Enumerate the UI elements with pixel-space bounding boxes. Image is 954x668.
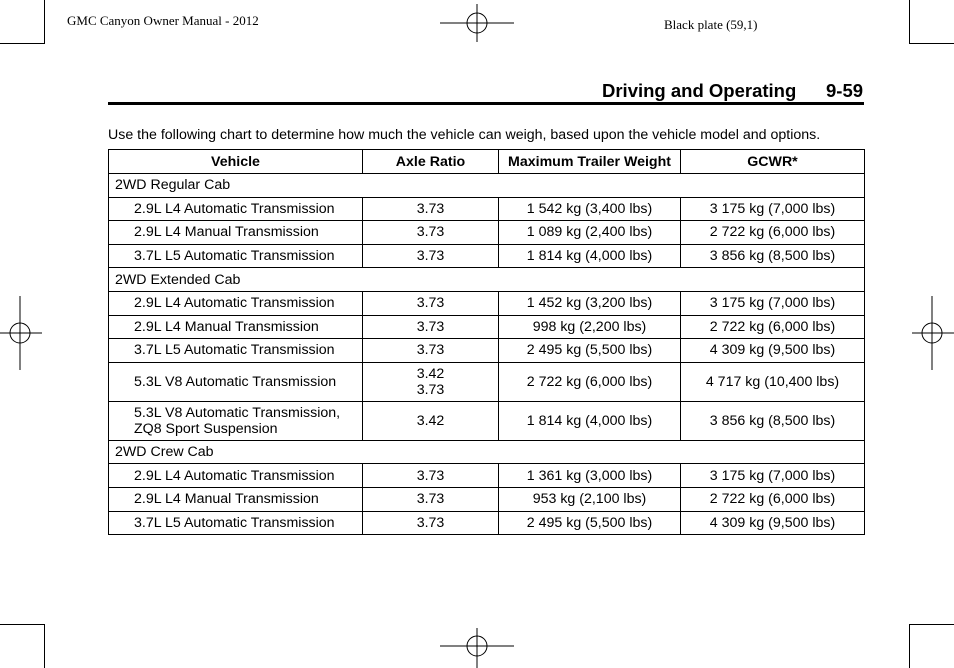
axle-ratio-cell	[363, 487, 499, 511]
axle-ratio-cell-line: 3.73	[416, 248, 445, 265]
table-row	[109, 197, 865, 221]
axle-ratio-cell	[363, 315, 499, 339]
crop-mark	[910, 624, 954, 625]
axle-ratio-cell-line: 3.73	[416, 200, 445, 217]
vehicle-cell-line: 3.7L L5 Automatic Transmission	[134, 514, 335, 531]
max-trailer-weight-cell: 1 089 kg (2,400 lbs)	[499, 221, 681, 245]
gcwr-cell: 4 717 kg (10,400 lbs)	[681, 362, 865, 401]
group-row	[109, 440, 865, 464]
towing-weight-table	[108, 149, 865, 535]
axle-ratio-cell-line: 3.73	[416, 381, 445, 398]
table-row	[109, 221, 865, 245]
column-header: Axle Ratio	[363, 150, 499, 174]
vehicle-cell	[109, 339, 363, 363]
axle-ratio-cell	[363, 291, 499, 315]
axle-ratio-cell-line: 3.73	[416, 342, 445, 359]
axle-ratio-cell-line: 3.73	[416, 224, 445, 241]
vehicle-cell	[109, 197, 363, 221]
max-trailer-weight-cell: 2 495 kg (5,500 lbs)	[499, 511, 681, 535]
header-rule	[108, 102, 864, 105]
group-label: 2WD Extended Cab	[109, 268, 865, 292]
gcwr-cell: 4 309 kg (9,500 lbs)	[681, 511, 865, 535]
vehicle-cell	[109, 487, 363, 511]
group-row	[109, 268, 865, 292]
intro-paragraph: Use the following chart to determine how much the vehicle can weigh, based upon the vehicle model and options.	[108, 127, 821, 143]
crop-mark	[909, 0, 910, 44]
max-trailer-weight-cell: 1 361 kg (3,000 lbs)	[499, 464, 681, 488]
group-row	[109, 174, 865, 198]
axle-ratio-cell	[363, 197, 499, 221]
max-trailer-weight-cell: 2 722 kg (6,000 lbs)	[499, 362, 681, 401]
crop-mark	[44, 624, 45, 668]
max-trailer-weight-cell: 1 452 kg (3,200 lbs)	[499, 291, 681, 315]
table-row	[109, 401, 865, 440]
table-row	[109, 339, 865, 363]
gcwr-cell: 3 175 kg (7,000 lbs)	[681, 464, 865, 488]
vehicle-cell-line: 2.9L L4 Manual Transmission	[134, 491, 319, 508]
vehicle-cell	[109, 315, 363, 339]
crop-mark	[910, 43, 954, 44]
section-title: Driving and Operating	[602, 80, 797, 101]
crop-mark	[0, 624, 44, 625]
axle-ratio-cell	[363, 511, 499, 535]
vehicle-cell	[109, 464, 363, 488]
vehicle-cell-line: 2.9L L4 Automatic Transmission	[134, 200, 335, 217]
vehicle-cell	[109, 244, 363, 268]
axle-ratio-cell-line: 3.73	[416, 514, 445, 531]
vehicle-cell	[109, 291, 363, 315]
table-body	[109, 174, 865, 535]
table-row	[109, 464, 865, 488]
vehicle-cell-line: 3.7L L5 Automatic Transmission	[134, 248, 335, 265]
gcwr-cell: 3 856 kg (8,500 lbs)	[681, 401, 865, 440]
axle-ratio-cell	[363, 221, 499, 245]
max-trailer-weight-cell: 1 542 kg (3,400 lbs)	[499, 197, 681, 221]
axle-ratio-cell-line: 3.73	[416, 467, 445, 484]
gcwr-cell: 2 722 kg (6,000 lbs)	[681, 315, 865, 339]
registration-mark-icon	[440, 628, 516, 668]
registration-mark-icon	[912, 296, 954, 370]
gcwr-cell: 2 722 kg (6,000 lbs)	[681, 487, 865, 511]
vehicle-cell-line: 3.7L L5 Automatic Transmission	[134, 342, 335, 359]
gcwr-cell: 3 175 kg (7,000 lbs)	[681, 197, 865, 221]
running-header-right: Black plate (59,1)	[664, 17, 758, 32]
max-trailer-weight-cell: 2 495 kg (5,500 lbs)	[499, 339, 681, 363]
column-header: Vehicle	[109, 150, 363, 174]
max-trailer-weight-cell: 998 kg (2,200 lbs)	[499, 315, 681, 339]
vehicle-cell-line: ZQ8 Sport Suspension	[134, 420, 278, 437]
max-trailer-weight-cell: 1 814 kg (4,000 lbs)	[499, 401, 681, 440]
axle-ratio-cell-line: 3.42	[416, 412, 445, 429]
crop-mark	[44, 0, 45, 44]
vehicle-cell-line: 5.3L V8 Automatic Transmission,	[134, 404, 341, 421]
column-header: GCWR*	[681, 150, 865, 174]
crop-mark	[0, 43, 44, 44]
gcwr-cell: 4 309 kg (9,500 lbs)	[681, 339, 865, 363]
vehicle-cell-line: 5.3L V8 Automatic Transmission	[134, 373, 337, 390]
group-label: 2WD Crew Cab	[109, 440, 865, 464]
gcwr-cell: 3 856 kg (8,500 lbs)	[681, 244, 865, 268]
axle-ratio-cell	[363, 339, 499, 363]
table-row	[109, 291, 865, 315]
crop-mark	[909, 624, 910, 668]
vehicle-cell-line: 2.9L L4 Manual Transmission	[134, 224, 319, 241]
vehicle-cell-line: 2.9L L4 Automatic Transmission	[134, 467, 335, 484]
max-trailer-weight-cell: 1 814 kg (4,000 lbs)	[499, 244, 681, 268]
axle-ratio-cell	[363, 244, 499, 268]
vehicle-cell-line: 2.9L L4 Manual Transmission	[134, 318, 319, 335]
gcwr-cell: 2 722 kg (6,000 lbs)	[681, 221, 865, 245]
table-row	[109, 315, 865, 339]
vehicle-cell	[109, 362, 363, 401]
axle-ratio-cell-line: 3.73	[416, 295, 445, 312]
axle-ratio-cell-line: 3.42	[416, 365, 445, 382]
vehicle-cell	[109, 401, 363, 440]
registration-mark-icon	[0, 296, 42, 370]
table-row	[109, 487, 865, 511]
registration-mark-icon	[440, 4, 516, 42]
gcwr-cell: 3 175 kg (7,000 lbs)	[681, 291, 865, 315]
group-label: 2WD Regular Cab	[109, 174, 865, 198]
vehicle-cell-line: 2.9L L4 Automatic Transmission	[134, 295, 335, 312]
axle-ratio-cell-line: 3.73	[416, 491, 445, 508]
table-row	[109, 511, 865, 535]
axle-ratio-cell	[363, 464, 499, 488]
max-trailer-weight-cell: 953 kg (2,100 lbs)	[499, 487, 681, 511]
vehicle-cell	[109, 511, 363, 535]
axle-ratio-cell-line: 3.73	[416, 318, 445, 335]
table-row	[109, 362, 865, 401]
column-header: Maximum Trailer Weight	[499, 150, 681, 174]
axle-ratio-cell	[363, 362, 499, 401]
page-number: 9-59	[826, 80, 864, 101]
running-header-left: GMC Canyon Owner Manual - 2012	[67, 13, 259, 28]
vehicle-cell	[109, 221, 363, 245]
table-row	[109, 244, 865, 268]
axle-ratio-cell	[363, 401, 499, 440]
